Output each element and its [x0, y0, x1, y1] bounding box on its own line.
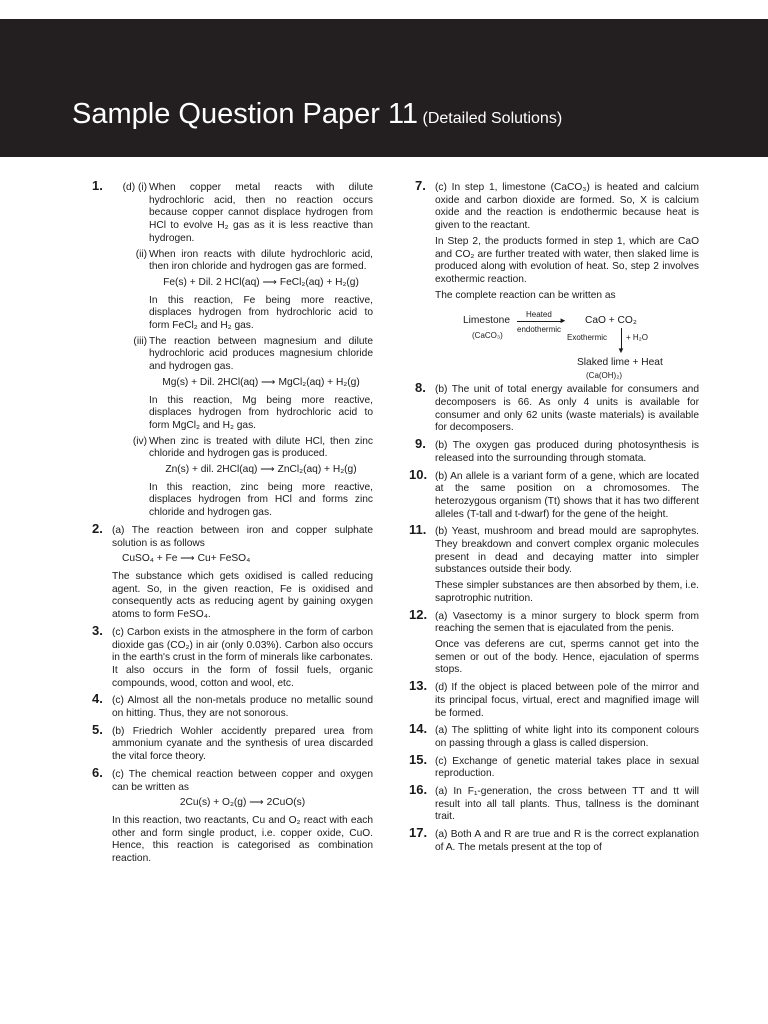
answer-1-part-ii [112, 249, 373, 274]
question-number: 7. [415, 178, 426, 193]
answer-2 [92, 520, 373, 622]
answer-text: In this reaction, two reactants, Cu and O₂ react with each other and form single product, i.e. copper oxide, CuO. Hence, this reaction is categorised as combination reaction. [112, 814, 373, 865]
chemical-equation: Zn(s) + dil. 2HCl(aq) ⟶ ZnCl₂(aq) + H₂(g) [165, 464, 357, 476]
question-number: 3. [92, 622, 103, 638]
answer-text: (c) In step 1, limestone (CaCO₃) is heated and calcium oxide and carbon dioxide are formed. So, X is calcium oxide and the reaction is endothermic because heat is given to the reactant. [435, 182, 699, 232]
answer-9 [415, 436, 699, 465]
answer-17 [409, 825, 699, 854]
answer-text: When copper metal reacts with dilute hydrochloric acid, then no reaction occurs because copper cannot displace hydrogen from HCl to evolve H₂ gas as it is less reactive than hydrogen. [149, 182, 373, 244]
answer-6 [92, 764, 373, 866]
part-tag: (iv) [132, 435, 147, 447]
scheme-reagent: + H₂O [626, 333, 648, 343]
answer-5 [92, 721, 373, 764]
chemical-equation: CuSO₄ + Fe ⟶ Cu+ FeSO₄ [122, 553, 251, 565]
question-number: 16. [409, 782, 428, 798]
answer-text: The complete reaction can be written as [435, 289, 616, 301]
question-number: 11. [409, 522, 427, 538]
answer-14 [409, 721, 699, 750]
arrow-down-icon: ▼ [617, 346, 625, 356]
answer-text: (a) In F₁-generation, the cross between TT and tt will result into all tall plants. Thus, tallness is the dominant trait. [435, 786, 699, 823]
page-title [72, 98, 562, 131]
answer-text: (b) An allele is a variant form of a gene, which are located at the same position on a chromosomes. The heterozygous organism (Tt) shows that it has two different alleles (T-tall and t-dwarf) for the gene of the height. [435, 470, 699, 520]
scheme-condition: Heated [526, 310, 552, 320]
header-banner [0, 19, 768, 157]
question-number: 9. [415, 436, 426, 452]
part-tag: (iii) [133, 335, 147, 347]
answer-text: (b) Yeast, mushroom and bread mould are saprophytes. They breakdown and convert complex organic molecules present in dead and decaying matter into simpler substances outside their body. [435, 526, 699, 576]
scheme-products: CaO + CO₂ [585, 315, 637, 327]
question-number: 4. [92, 691, 103, 707]
chemical-equation: Mg(s) + Dil. 2HCl(aq) ⟶ MgCl₂(aq) + H₂(g) [162, 376, 360, 388]
question-number: 8. [415, 380, 426, 396]
answer-text: Once vas deferens are cut, sperms cannot get into the semen or out of the body. Hence, ejaculation of sperms stops. [435, 638, 699, 676]
answer-text: (b) The oxygen gas produced during photosynthesis is released into the surrounding through stomata. [435, 440, 699, 464]
answer-text: In Step 2, the products formed in step 1, which are CaO and CO₂ are further treated with water, then slaked lime is produced along with evolution of heat. So, step 2 involves exothermic reaction. [435, 235, 699, 285]
scheme-reactant-formula: (CaCO₃) [472, 331, 503, 341]
answer-15 [409, 751, 699, 781]
arrow-head-icon: ► [559, 316, 567, 326]
answer-8 [415, 380, 699, 435]
answer-1 [92, 178, 373, 520]
chemical-equation: 2Cu(s) + O₂(g) ⟶ 2CuO(s) [179, 797, 306, 809]
answer-text: The reaction between magnesium and dilute hydrochloric acid produces magnesium chloride and hydrogen gas. [149, 335, 373, 373]
right-column [409, 178, 699, 860]
answer-10 [409, 466, 699, 522]
question-number: 6. [92, 764, 103, 780]
question-number: 13. [409, 678, 428, 694]
scheme-condition: Exothermic [567, 333, 608, 343]
answer-text: When zinc is treated with dilute HCl, then zinc chloride and hydrogen gas is produced. [149, 435, 373, 460]
paper-title: Sample Question Paper 11 [72, 98, 419, 130]
answer-text: When iron reacts with dilute hydrochloric acid, then iron chloride and hydrogen gas are formed. [149, 248, 373, 273]
answer-text: (a) Vasectomy is a minor surgery to block sperm from reaching the semen that is ejaculated from the penis. [435, 610, 699, 635]
reaction-scheme [435, 305, 699, 379]
answer-13 [409, 678, 699, 720]
question-number: 5. [92, 721, 103, 737]
answer-option: (d) (i) [122, 182, 147, 193]
answer-text: (a) The splitting of white light into its component colours on passing through a glass is called dispersion. [435, 725, 699, 749]
scheme-condition: endothermic [517, 325, 562, 335]
paper-subtitle: (Detailed Solutions) [422, 110, 563, 127]
answer-text: In this reaction, Fe being more reactive, displaces hydrogen from hydrochloric acid to form FeCl₂ and H₂ gas. [149, 294, 373, 332]
answer-7 [415, 178, 699, 381]
answer-text: (c) The chemical reaction between copper and oxygen can be written as [112, 768, 373, 793]
question-number: 10. [409, 466, 428, 482]
answer-text: In this reaction, Mg being more reactive, displaces hydrogen from hydrochloric acid to form MgCl₂ and H₂ gas. [149, 394, 373, 431]
question-number: 2. [92, 520, 103, 536]
answer-text: (c) Carbon exists in the atmosphere in the form of carbon dioxide gas (CO₂) in air (only 0.03%). Carbon also occurs in the earth's crust in the form of minerals like carbonates. It also occurs in the form of fossil fuels, organic compounds, wood, cotton and wool, etc. [112, 626, 373, 689]
answer-1-part-iv [112, 436, 373, 461]
chemical-equation: Fe(s) + Dil. 2 HCl(aq) ⟶ FeCl₂(aq) + H₂(g) [163, 276, 359, 288]
answer-text: These simpler substances are then absorbed by them, i.e. saprotrophic nutrition. [435, 580, 699, 604]
answer-text: (b) The unit of total energy available for consumers and decomposers is 66. As only 4 units is available for consumer and only 62 units (waste materials) is available for decomposers. [435, 384, 699, 434]
question-number: 14. [409, 721, 428, 737]
answer-4 [92, 691, 373, 720]
part-tag: (ii) [135, 248, 147, 260]
reaction-arrow [517, 321, 563, 322]
answer-text: (a) The reaction between iron and copper sulphate solution is as follows [112, 524, 373, 549]
answer-text: (c) Almost all the non-metals produce no metallic sound on hitting. Thus, they are not sonorous. [112, 695, 373, 720]
answer-16 [409, 782, 699, 824]
answer-text: (c) Exchange of genetic material takes place in sexual reproduction. [435, 755, 699, 780]
question-number: 15. [409, 751, 428, 767]
answer-1-part-i [112, 182, 373, 246]
question-number: 12. [409, 606, 428, 622]
scheme-final-formula: (Ca(OH)₂) [586, 371, 622, 381]
left-column [92, 178, 373, 871]
question-number: 1. [92, 178, 103, 193]
answer-11 [409, 522, 699, 605]
answer-text: (b) Friedrich Wohler accidently prepared urea from ammonium cyanate and the synthesis of urea discarded the vital force theory. [112, 725, 373, 763]
question-number: 17. [409, 825, 428, 841]
answer-text: (d) If the object is placed between pole of the mirror and its principal focus, virtual, erect and magnified image will be formed. [435, 682, 699, 719]
answer-3 [92, 622, 373, 691]
scheme-final-product: Slaked lime + Heat [577, 357, 663, 369]
answer-text: (a) Both A and R are true and R is the correct explanation of A. The metals present at the top of [435, 829, 699, 853]
answer-12 [409, 606, 699, 678]
answer-text: The substance which gets oxidised is called reducing agent. So, in the given reaction, Fe is oxidised and consequently acts as reducing agent by gaining oxygen atoms to form FeSO₄. [112, 570, 373, 621]
scheme-reactant: Limestone [463, 315, 511, 327]
answer-text: In this reaction, zinc being more reactive, displaces hydrogen from HCl and forms zinc chloride and hydrogen gas. [149, 481, 373, 519]
answer-1-part-iii [112, 336, 373, 374]
